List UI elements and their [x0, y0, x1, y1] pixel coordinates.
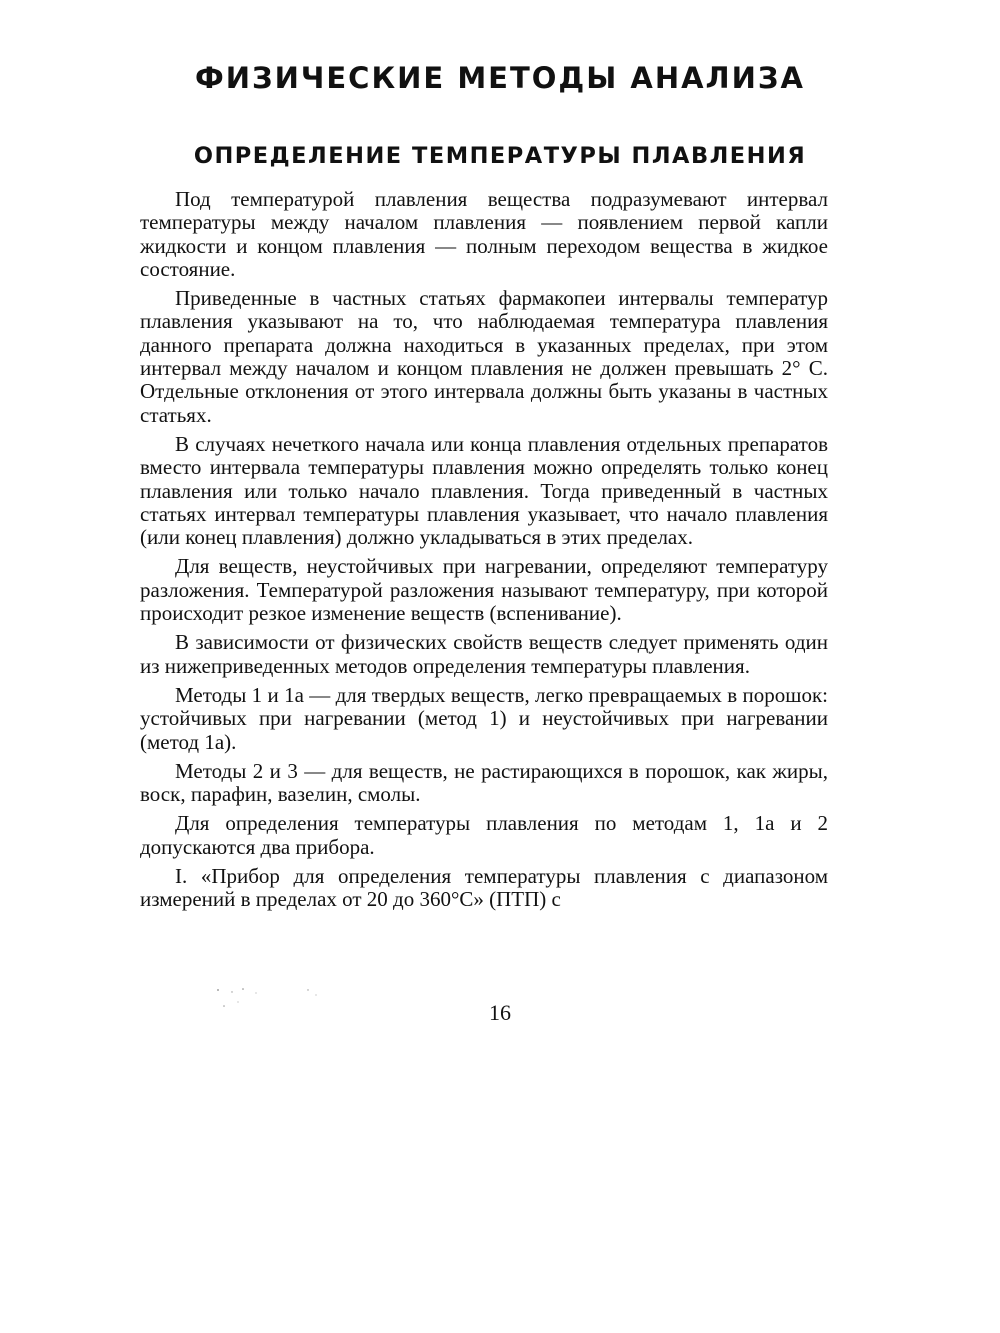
paragraph: В зависимости от физических свойств веществ следует применять один из нижеприведенных методов определения температуры плавления. — [140, 630, 828, 678]
body-text — [140, 188, 828, 918]
paragraph: I. «Прибор для определения температуры плавления с диапазоном измерений в пределах от 20 до 360°С» (ПТП) с — [140, 864, 828, 912]
page-number: 16 — [489, 1000, 511, 1025]
paragraph: Методы 2 и 3 — для веществ, не растирающихся в порошок, как жиры, воск, парафин, вазелин, смолы. — [140, 758, 828, 807]
paragraph: В случаях нечеткого начала или конца плавления отдельных препаратов вместо интервала температуры плавления можно определять только конец плавления или только начало плавления. Тогда приведенный в частных статьях интервал температуры плавления указывает, что начало плавления (или конец плавления) должно укладываться в этих пределах. — [140, 431, 828, 550]
paragraph: Под температурой плавления вещества подразумевают интервал температуры между началом плавления — появлением первой капли жидкости и концом плавления — полным переходом вещества в жидкое состояние. — [140, 187, 828, 281]
section-title: ОПРЕДЕЛЕНИЕ ТЕМПЕРАТУРЫ ПЛАВЛЕНИЯ — [193, 143, 807, 169]
paragraph: Приведенные в частных статьях фармакопеи интервалы температур плавления указывают на то, что наблюдаемая температура плавления данного препарата должна находиться в указанных пределах, при этом интервал между началом и концом плавления не должен превышать 2° С. Отдельные отклонения от этого интервала должны быть указаны в частных статьях. — [140, 286, 828, 427]
paragraph: Для определения температуры плавления по методам 1, 1а и 2 допускаются два прибора. — [140, 811, 828, 859]
paragraph: Методы 1 и 1а — для твердых веществ, легко превращаемых в порошок: устойчивых при нагревании (метод 1) и неустойчивых при нагревании (метод 1а). — [140, 682, 828, 754]
page-title: ФИЗИЧЕСКИЕ МЕТОДЫ АНАЛИЗА — [195, 61, 805, 95]
paragraph: Для веществ, неустойчивых при нагревании, определяют температуру разложения. Температурой разложения называют температуру, при которой происходит резкое изменение веществ (вспенивание). — [140, 554, 828, 626]
